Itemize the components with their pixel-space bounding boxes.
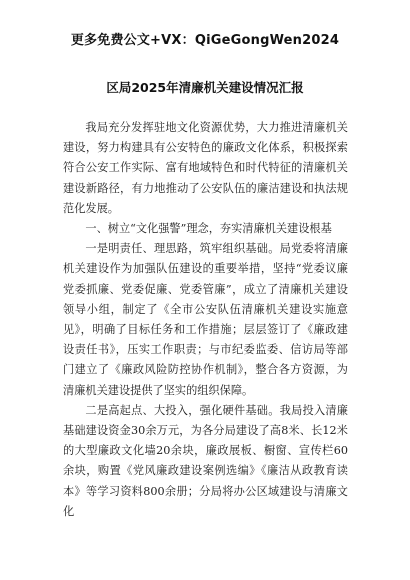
header-note: 更多免费公文+VX：QiGeGongWen2024 bbox=[70, 33, 340, 48]
document-title: 区局2025年清廉机关建设情况汇报 bbox=[106, 80, 304, 95]
document-body bbox=[63, 118, 348, 522]
paragraph-item-1: 一是明责任、理思路，筑牢组织基础。局党委将清廉机关建设作为加强队伍建设的重要举措，坚持“党委议廉党委抓廉、党委促廉、党委管廉”，成立了清廉机关建设领导小组，制定了《全市公安队伍清廉机关建设实施意见》，明确了目标任务和工作措施；层层签订了《廉政建设责任书》，压实工作职责；与市纪委监委、信访局等部门建立了《廉政风险防控协作机制》，整合各方资源，为清廉机关建设提供了坚实的组织保障。 bbox=[63, 242, 348, 397]
section-heading-1: 一、树立“文化强警”理念，夯实清廉机关建设根基 bbox=[85, 222, 332, 236]
paragraph-intro: 我局充分发挥驻地文化资源优势，大力推进清廉机关建设，努力构建具有公安特色的廉政文化体系，积极探索符合公安工作实际、富有地域特色和时代特征的清廉机关建设新路径，有力地推动了公安队伍的廉洁建设和执法规范化发展。 bbox=[63, 121, 348, 215]
paragraph-item-2: 二是高起点、大投入，强化硬件基础。我局投入清廉基础建设资金30余万元，为各分局建设了高8米、长12米的大型廉政文化墙20余块，廉政展板、橱窗、宣传栏60余块，购置《党风廉政建设案例选编》《廉洁从政教育读本》等学习资料800余册；分局将办公区域建设与清廉文化 bbox=[63, 403, 348, 518]
